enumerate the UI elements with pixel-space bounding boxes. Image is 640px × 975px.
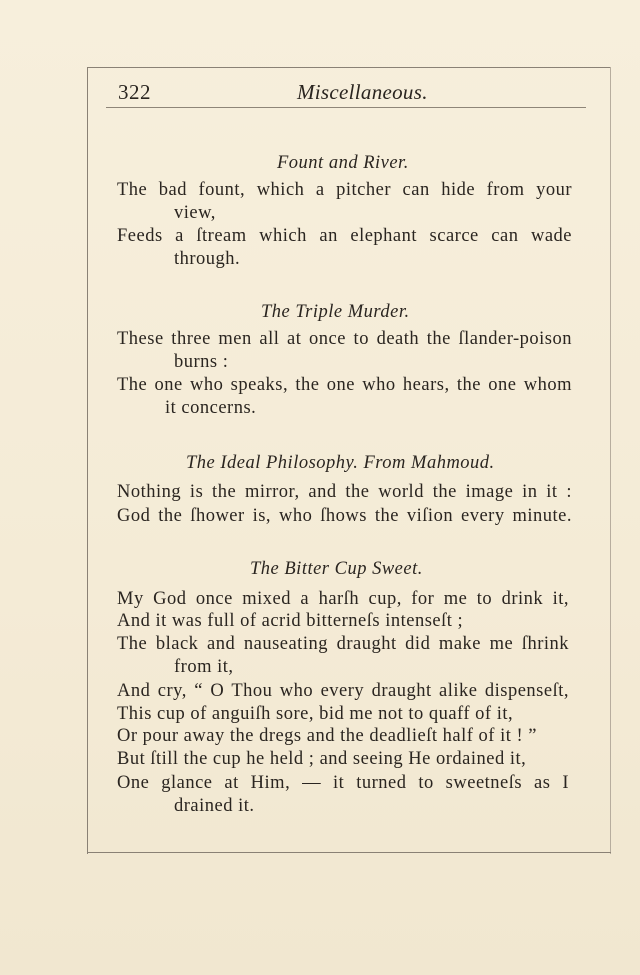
verse-line: Feeds a ſtream which an elephant scarce can wade [117,226,572,246]
page-border-left [87,67,88,854]
running-head: Miscellaneous. [297,80,428,104]
verse-line: And it was full of acrid bitterneſs intenseſt ; [117,611,464,631]
page-number: 322 [118,80,151,104]
verse-line: burns : [174,352,229,372]
verse-line: My God once mixed a harſh cup, for me to drink it, [117,589,569,609]
verse-line: One glance at Him, — it turned to sweetneſs as I [117,773,569,793]
verse-line: God the ſhower is, who ſhows the viſion every minute. [117,506,572,526]
verse-line: The black and nauseating draught did make me ſhrink [117,634,569,654]
verse-line: The one who speaks, the one who hears, the one whom [117,375,572,395]
poem-title: The Triple Murder. [261,302,410,322]
poem-title: Fount and River. [277,153,409,173]
verse-line: Or pour away the dregs and the deadlieſt half of it ! ” [117,726,537,746]
verse-line: from it, [174,657,234,677]
page-border-right [610,67,611,854]
verse-line: Nothing is the mirror, and the world the image in it : [117,482,572,502]
page-border-bottom [87,852,611,853]
header-rule [106,107,586,108]
verse-line: But ſtill the cup he held ; and seeing He ordained it, [117,749,527,769]
page-border-top [87,67,611,68]
verse-line: And cry, “ O Thou who every draught alike dispenseſt, [117,681,569,701]
verse-line: it concerns. [165,398,257,418]
verse-line: This cup of anguiſh sore, bid me not to quaff of it, [117,704,514,724]
verse-line: through. [174,249,241,269]
verse-line: The bad fount, which a pitcher can hide from your [117,180,572,200]
poem-title: The Bitter Cup Sweet. [250,559,423,579]
verse-line: These three men all at once to death the ſlander-poison [117,329,572,349]
verse-line: view, [174,203,216,223]
poem-title: The Ideal Philosophy. From Mahmoud. [186,453,495,473]
verse-line: drained it. [174,796,255,816]
